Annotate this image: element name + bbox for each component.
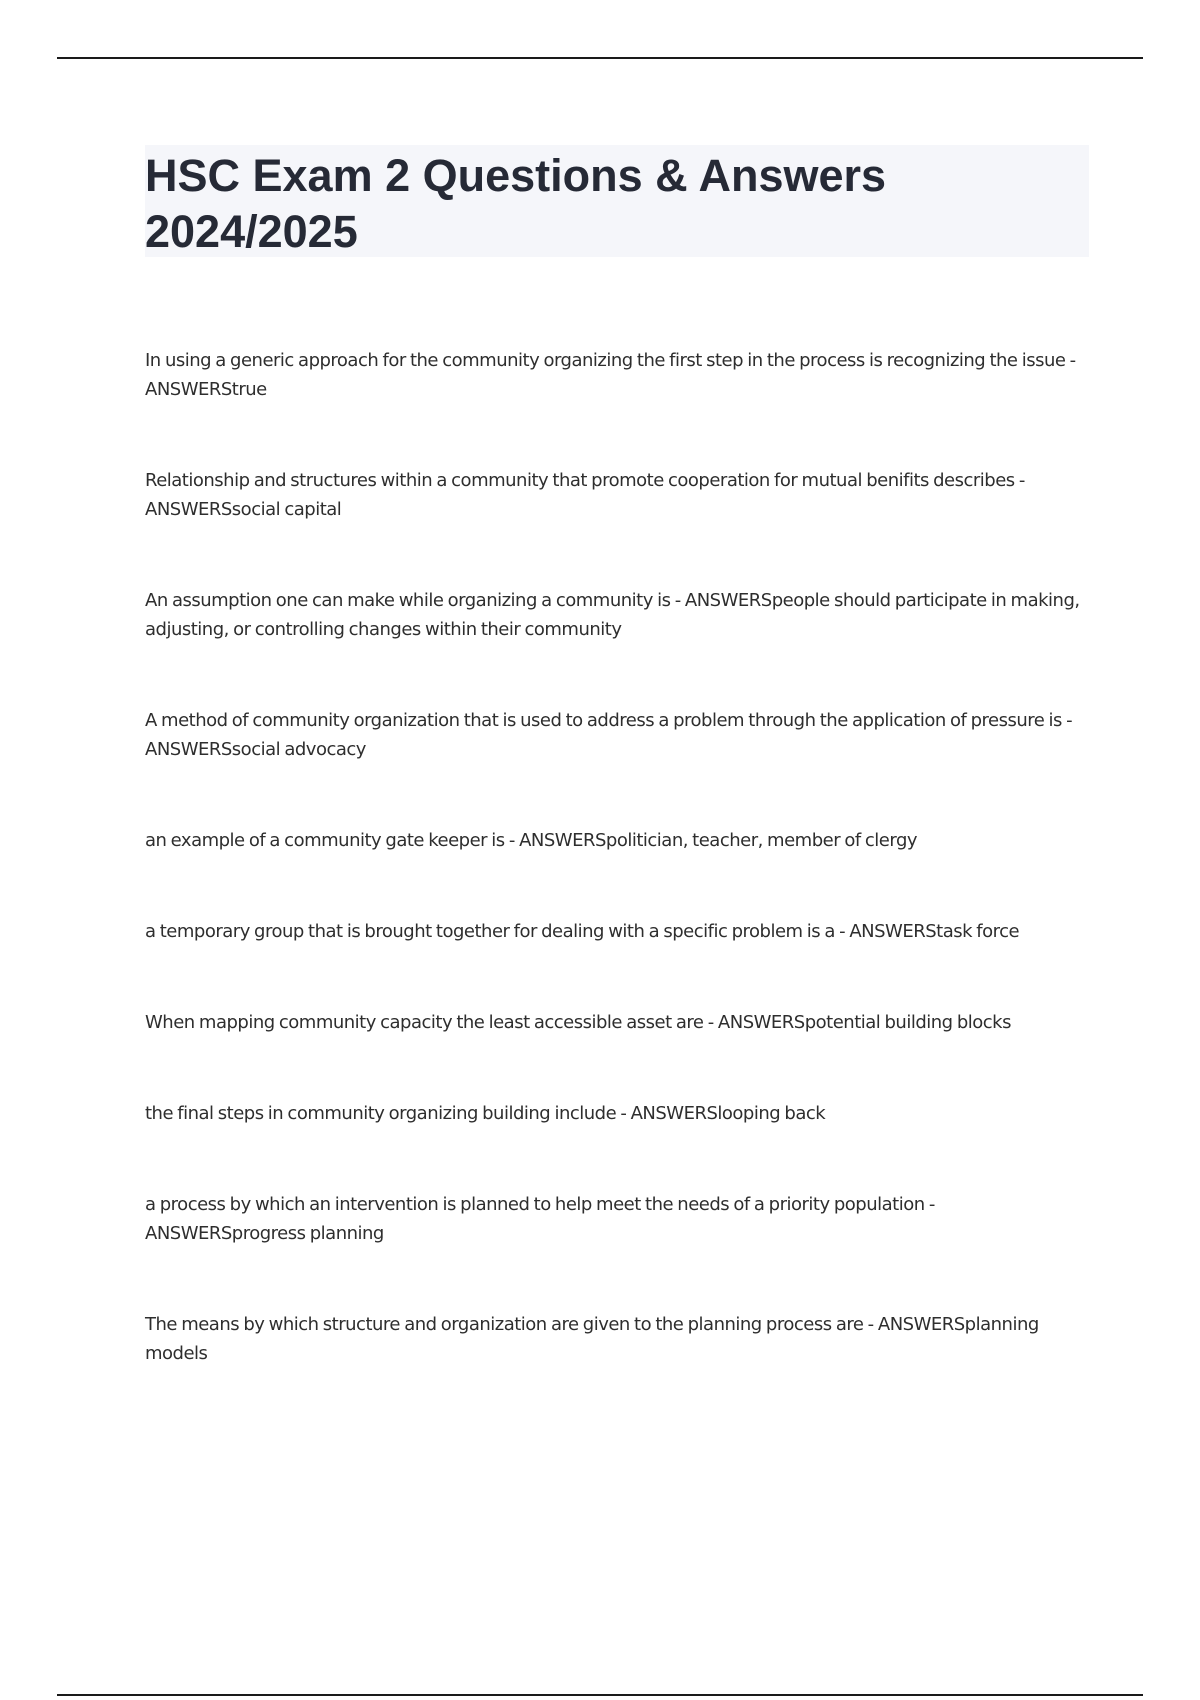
document-title: HSC Exam 2 Questions & Answers 2024/2025 [145,150,887,257]
qa-item: The means by which structure and organization are given to the planning process are - ANSWERSplanning models [145,1314,1039,1364]
qa-item: When mapping community capacity the least accessible asset are - ANSWERSpotential building blocks [145,1012,1011,1033]
qa-item: a temporary group that is brought together for dealing with a specific problem is a - ANSWERStask force [145,921,1020,942]
qa-item: An assumption one can make while organizing a community is - ANSWERSpeople should participate in making, adjusting, or controlling changes within their community [145,590,1080,640]
qa-item: the final steps in community organizing building include - ANSWERSlooping back [145,1103,826,1124]
qa-item: A method of community organization that is used to address a problem through the application of pressure is - ANSWERSsocial advocacy [145,710,1073,760]
qa-item: an example of a community gate keeper is - ANSWERSpolitician, teacher, member of clergy [145,830,918,851]
top-rule [57,57,1143,59]
qa-item: a process by which an intervention is planned to help meet the needs of a priority population - ANSWERSprogress planning [145,1194,935,1244]
bottom-rule [57,1694,1143,1696]
qa-item: In using a generic approach for the community organizing the first step in the process is recognizing the issue - ANSWERStrue [145,350,1076,400]
qa-item: Relationship and structures within a community that promote cooperation for mutual benifits describes - ANSWERSsocial capital [145,470,1025,520]
title-block [145,145,1089,257]
